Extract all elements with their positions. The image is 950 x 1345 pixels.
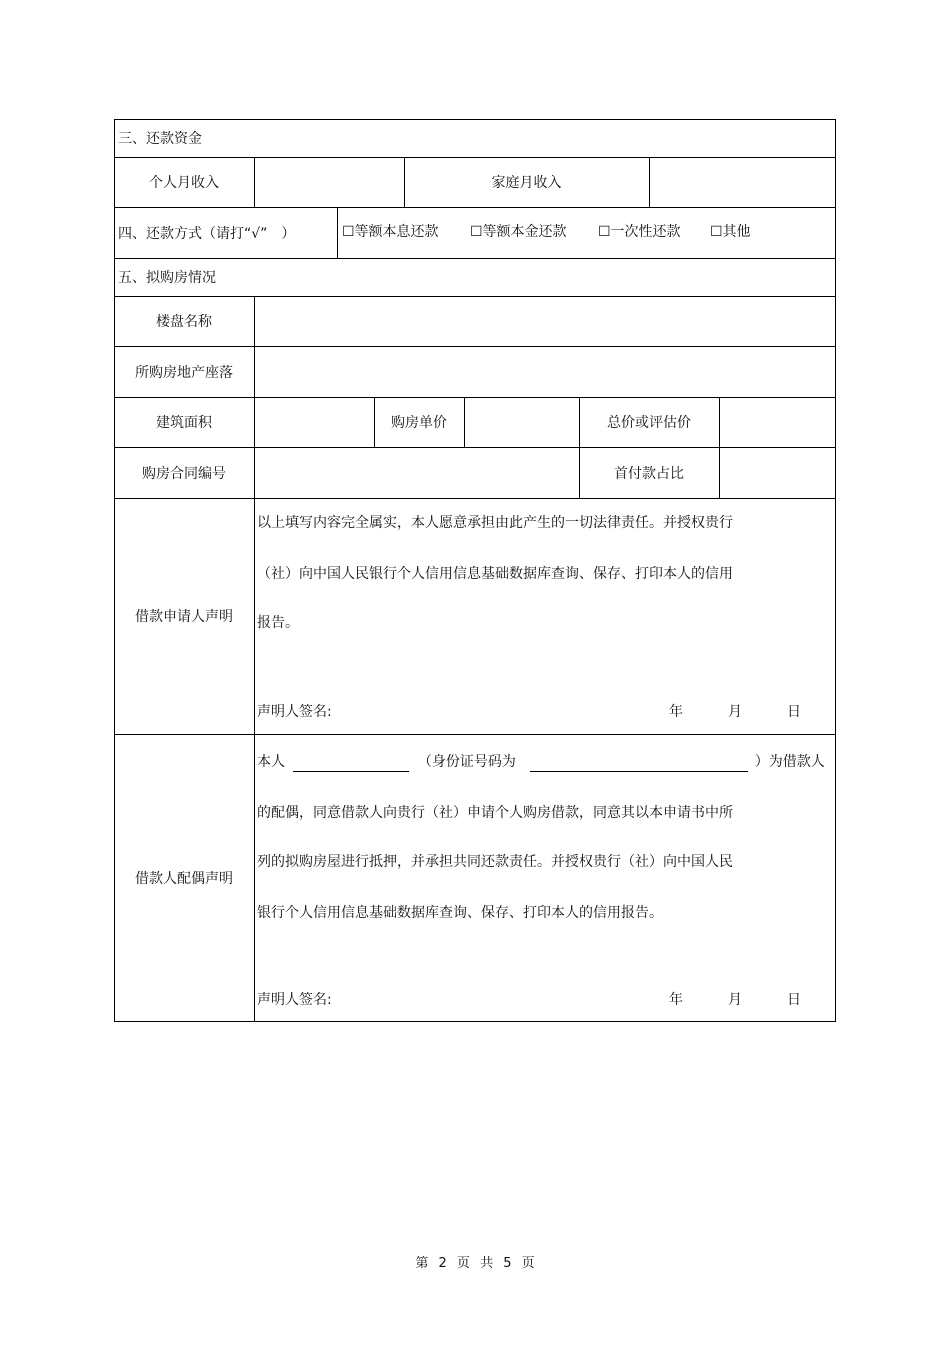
down-payment-field[interactable] — [720, 447, 835, 498]
section4-title: 四、还款方式（请打“√” ） — [118, 225, 296, 242]
section5-title: 五、拟购房情况 — [118, 270, 216, 286]
down-payment-label: 首付款占比 — [614, 465, 684, 482]
option-equal-principal[interactable]: ☐等额本金还款 — [470, 224, 567, 240]
spouse-line-2: 的配偶，同意借款人向贵行（社）申请个人购房借款，同意其以本申请书中所 — [257, 805, 733, 821]
spouse-line-1-c: ）为借款人 — [754, 754, 825, 770]
spouse-day: 日 — [787, 992, 801, 1008]
applicant-line-3: 报告。 — [257, 615, 299, 631]
footer-page-word: 页 — [456, 1256, 470, 1271]
family-income-label: 家庭月收入 — [491, 175, 562, 191]
footer-total-pages: 5 — [503, 1256, 512, 1271]
project-name-label: 楼盘名称 — [156, 314, 212, 330]
applicant-year: 年 — [669, 704, 683, 720]
spouse-declaration-label: 借款人配偶声明 — [135, 870, 233, 887]
footer-suffix: 页 — [521, 1256, 535, 1271]
option-lump-sum[interactable]: ☐一次性还款 — [598, 224, 681, 240]
applicant-declaration-label: 借款申请人声明 — [135, 609, 233, 625]
contract-no-label: 购房合同编号 — [142, 465, 226, 482]
page-footer — [0, 1252, 950, 1271]
personal-income-label: 个人月收入 — [149, 175, 219, 191]
spouse-month: 月 — [728, 992, 742, 1008]
location-field[interactable] — [255, 346, 835, 397]
spouse-name-blank[interactable] — [293, 757, 409, 772]
option-other[interactable]: ☐其他 — [710, 224, 751, 240]
spouse-line-4: 银行个人信用信息基础数据库查询、保存、打印本人的信用报告。 — [257, 905, 663, 921]
location-label: 所购房地产座落 — [135, 364, 233, 381]
applicant-sign-label: 声明人签名: — [257, 704, 332, 720]
spouse-id-blank[interactable] — [530, 757, 748, 772]
applicant-line-1: 以上填写内容完全属实，本人愿意承担由此产生的一切法律责任。并授权贵行 — [257, 515, 733, 531]
footer-prefix: 第 — [415, 1256, 429, 1271]
family-income-field[interactable] — [650, 157, 835, 207]
option-equal-installment[interactable]: ☐等额本息还款 — [342, 224, 439, 240]
section3-title: 三、还款资金 — [118, 131, 202, 147]
personal-income-field[interactable] — [255, 157, 404, 207]
applicant-month: 月 — [728, 704, 742, 720]
contract-no-field[interactable] — [255, 447, 579, 498]
unit-price-field[interactable] — [465, 397, 579, 447]
total-price-field[interactable] — [720, 397, 835, 447]
area-label: 建筑面积 — [156, 415, 212, 431]
unit-price-label: 购房单价 — [391, 415, 447, 431]
total-price-label: 总价或评估价 — [607, 415, 691, 431]
spouse-line-3: 列的拟购房屋进行抵押，并承担共同还款责任。并授权贵行（社）向中国人民 — [257, 854, 733, 870]
spouse-line-1-a: 本人 — [257, 754, 285, 770]
spouse-sign-label: 声明人签名: — [257, 992, 332, 1008]
project-name-field[interactable] — [255, 296, 835, 346]
applicant-line-2: （社）向中国人民银行个人信用信息基础数据库查询、保存、打印本人的信用 — [257, 566, 733, 582]
footer-total-word: 共 — [480, 1256, 494, 1271]
application-form-table — [114, 119, 836, 1022]
area-field[interactable] — [255, 397, 374, 447]
spouse-line-1 — [257, 752, 825, 772]
footer-page-number: 2 — [438, 1256, 447, 1271]
applicant-day: 日 — [787, 704, 801, 720]
spouse-line-1-b: （身份证号码为 — [417, 754, 516, 770]
spouse-year: 年 — [669, 992, 683, 1008]
